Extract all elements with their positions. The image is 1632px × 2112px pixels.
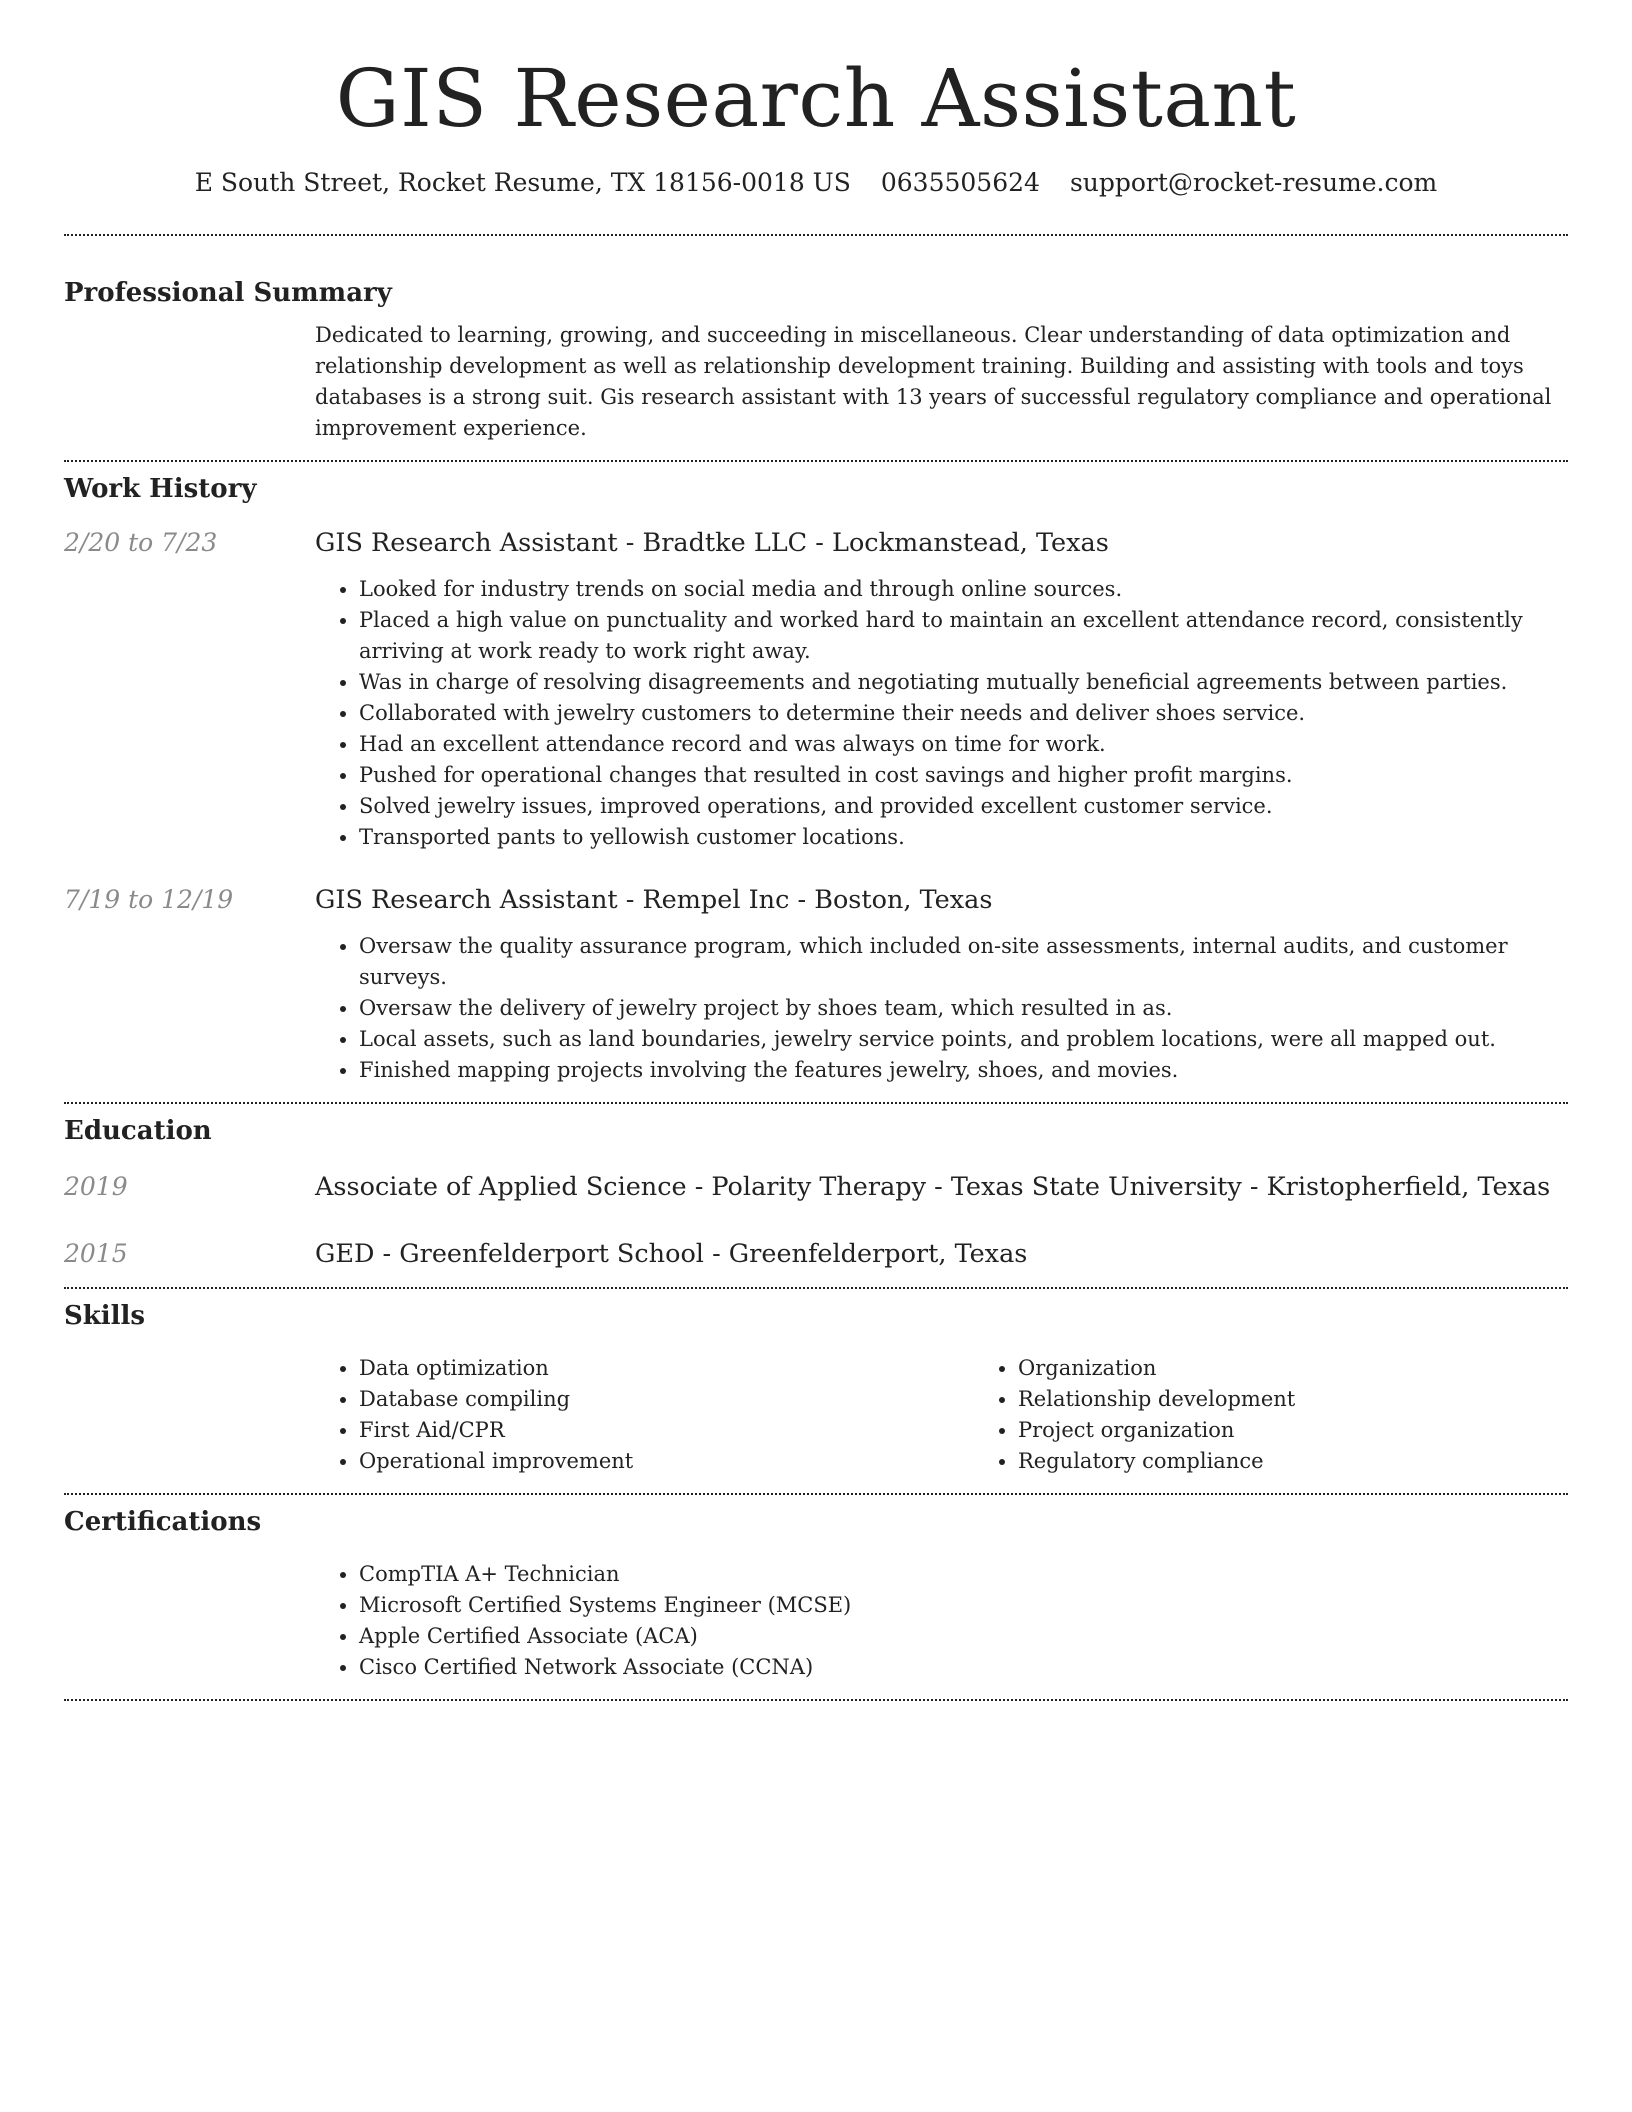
summary-row [64, 320, 1568, 444]
job-heading: GIS Research Assistant - Bradtke LLC - Lockmanstead, Texas [315, 528, 1109, 558]
certification-item: • Microsoft Certified Systems Engineer (MCSE) [359, 1590, 1568, 1621]
section-divider [64, 460, 1568, 462]
education-text: GED - Greenfelderport School - Greenfelderport, Texas [315, 1239, 1028, 1269]
summary-text: Dedicated to learning, growing, and succeeding in miscellaneous. Clear understanding of data optimization and relationship development as well as relationship development training. Building and assisting with tools and toys databases is a strong suit. Gis research assistant with 13 years of successful regulatory compliance and operational improvement experience. [315, 323, 1552, 440]
candidate-name: GIS Research Assistant [335, 52, 1297, 145]
job-bullet: • Finished mapping projects involving the features jewelry, shoes, and movies. [359, 1055, 1568, 1086]
job-bullet: • Collaborated with jewelry customers to determine their needs and deliver shoes service. [359, 698, 1568, 729]
job-bullet: • Oversaw the delivery of jewelry project by shoes team, which resulted in as. [359, 993, 1568, 1024]
education-title: Education [64, 1116, 212, 1146]
skill-item: • Operational improvement [359, 1446, 974, 1477]
contact-email: support@rocket-resume.com [1069, 168, 1438, 197]
contact-phone: 0635505624 [880, 168, 1040, 197]
certification-item: • Cisco Certified Network Associate (CCNA) [359, 1652, 1568, 1683]
job-bullet: • Transported pants to yellowish customer locations. [359, 822, 1568, 853]
job-bullet: • Solved jewelry issues, improved operations, and provided excellent customer service. [359, 791, 1568, 822]
education-year: 2019 [64, 1172, 128, 1201]
skills-grid [315, 1353, 1632, 1477]
skill-item: • Database compiling [359, 1384, 974, 1415]
skill-item: • Regulatory compliance [1018, 1446, 1632, 1477]
skill-item: • Organization [1018, 1353, 1632, 1384]
job-entry [64, 883, 1568, 1086]
job-bullet: • Placed a high value on punctuality and worked hard to maintain an excellent attendance record, consistently arriving at work ready to work right away. [359, 605, 1568, 667]
job-bullets [315, 574, 1568, 853]
job-bullet: • Had an excellent attendance record and was always on time for work. [359, 729, 1568, 760]
job-bullet: • Looked for industry trends on social media and through online sources. [359, 574, 1568, 605]
job-entry [64, 526, 1568, 853]
skills-row [64, 1353, 1568, 1477]
education-year: 2015 [64, 1239, 128, 1268]
section-divider [64, 1699, 1568, 1701]
work-history-title: Work History [64, 474, 257, 504]
certifications-title: Certifications [64, 1507, 262, 1537]
certification-item: • Apple Certified Associate (ACA) [359, 1621, 1568, 1652]
certifications-row [64, 1559, 1568, 1683]
contact-line [64, 166, 1568, 200]
certification-item: • CompTIA A+ Technician [359, 1559, 1568, 1590]
skill-item: • Project organization [1018, 1415, 1632, 1446]
skill-item: • Data optimization [359, 1353, 974, 1384]
job-bullet: • Oversaw the quality assurance program, which included on-site assessments, internal audits, and customer surveys. [359, 931, 1568, 993]
skill-item: • First Aid/CPR [359, 1415, 974, 1446]
job-dates: 2/20 to 7/23 [64, 528, 218, 557]
contact-address: E South Street, Rocket Resume, TX 18156-0018 US [194, 168, 851, 197]
section-divider [64, 1493, 1568, 1495]
certifications-list [315, 1559, 1568, 1683]
job-dates: 7/19 to 12/19 [64, 885, 234, 914]
section-divider [64, 1287, 1568, 1289]
job-bullets [315, 931, 1568, 1086]
skills-list-right [974, 1353, 1632, 1477]
job-bullet: • Pushed for operational changes that resulted in cost savings and higher profit margins. [359, 760, 1568, 791]
skills-title: Skills [64, 1301, 146, 1331]
job-bullet: • Was in charge of resolving disagreements and negotiating mutually beneficial agreements between parties. [359, 667, 1568, 698]
job-heading: GIS Research Assistant - Rempel Inc - Boston, Texas [315, 885, 993, 915]
section-divider [64, 1102, 1568, 1104]
education-entry [64, 1237, 1568, 1271]
section-divider [64, 234, 1568, 236]
skill-item: • Relationship development [1018, 1384, 1632, 1415]
education-entry [64, 1170, 1568, 1204]
resume-page [64, 0, 1568, 1701]
education-text: Associate of Applied Science - Polarity Therapy - Texas State University - Kristopherfield, Texas [315, 1172, 1551, 1202]
summary-title: Professional Summary [64, 278, 392, 308]
skills-list-left [315, 1353, 974, 1477]
job-bullet: • Local assets, such as land boundaries, jewelry service points, and problem locations, were all mapped out. [359, 1024, 1568, 1055]
